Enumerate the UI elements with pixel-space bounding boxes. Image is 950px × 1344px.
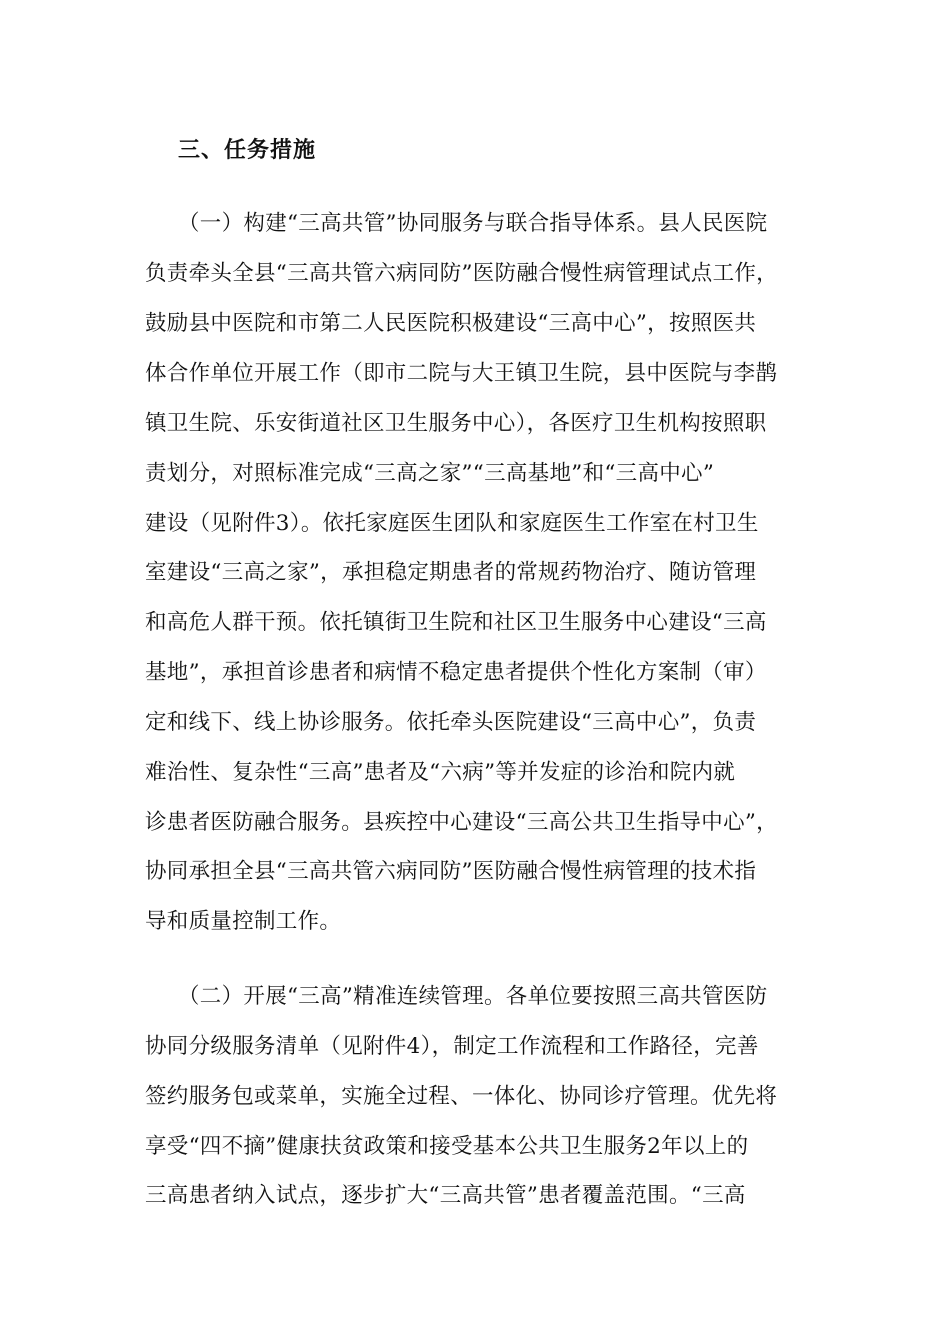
paragraph-line: 建设（见附件3）。依托家庭医生团队和家庭医生工作室在村卫生: [145, 511, 759, 536]
paragraph-line: 和高危人群干预。依托镇街卫生院和社区卫生服务中心建设“三高: [145, 610, 767, 635]
paragraph-line: 导和质量控制工作。: [145, 909, 342, 934]
paragraph-line: 负责牵头全县“三高共管六病同防”医防融合慢性病管理试点工作，: [145, 261, 778, 286]
paragraph-line: 诊患者医防融合服务。县疾控中心建设“三高公共卫生指导中心”，: [145, 810, 778, 835]
paragraph-line: 定和线下、线上协诊服务。依托牵头医院建设“三高中心”，负责: [145, 710, 757, 735]
paragraph-line: 体合作单位开展工作（即市二院与大王镇卫生院，县中医院与李鹊: [145, 361, 778, 386]
paragraph-line: 协同承担全县“三高共管六病同防”医防融合慢性病管理的技术指: [145, 859, 757, 884]
section-heading: 三、任务措施: [178, 138, 317, 163]
paragraph-line: 签约服务包或菜单，实施全过程、一体化、协同诊疗管理。优先将: [145, 1084, 778, 1109]
paragraph-line: 享受“四不摘”健康扶贫政策和接受基本公共卫生服务2年以上的: [145, 1134, 749, 1159]
paragraph-line: 难治性、复杂性“三高”患者及“六病”等并发症的诊治和院内就: [145, 760, 736, 785]
paragraph-line: 协同分级服务清单（见附件4），制定工作流程和工作路径，完善: [145, 1034, 759, 1059]
paragraph-line: 镇卫生院、乐安街道社区卫生服务中心），各医疗卫生机构按照职: [145, 411, 767, 436]
paragraph-line: （二）开展“三高”精准连续管理。各单位要按照三高共管医防: [178, 984, 768, 1009]
paragraph-line: 责划分，对照标准完成“三高之家”“三高基地”和“三高中心”: [145, 461, 715, 486]
paragraph-line: 鼓励县中医院和市第二人民医院积极建设“三高中心”，按照医共: [145, 311, 757, 336]
paragraph-line: 室建设“三高之家”，承担稳定期患者的常规药物治疗、随访管理: [145, 560, 757, 585]
paragraph-line: （一）构建“三高共管”协同服务与联合指导体系。县人民医院: [178, 211, 768, 236]
paragraph-line: 基地”，承担首诊患者和病情不稳定患者提供个性化方案制（审）: [145, 660, 767, 685]
paragraph-line: 三高患者纳入试点，逐步扩大“三高共管”患者覆盖范围。“三高: [145, 1183, 746, 1208]
